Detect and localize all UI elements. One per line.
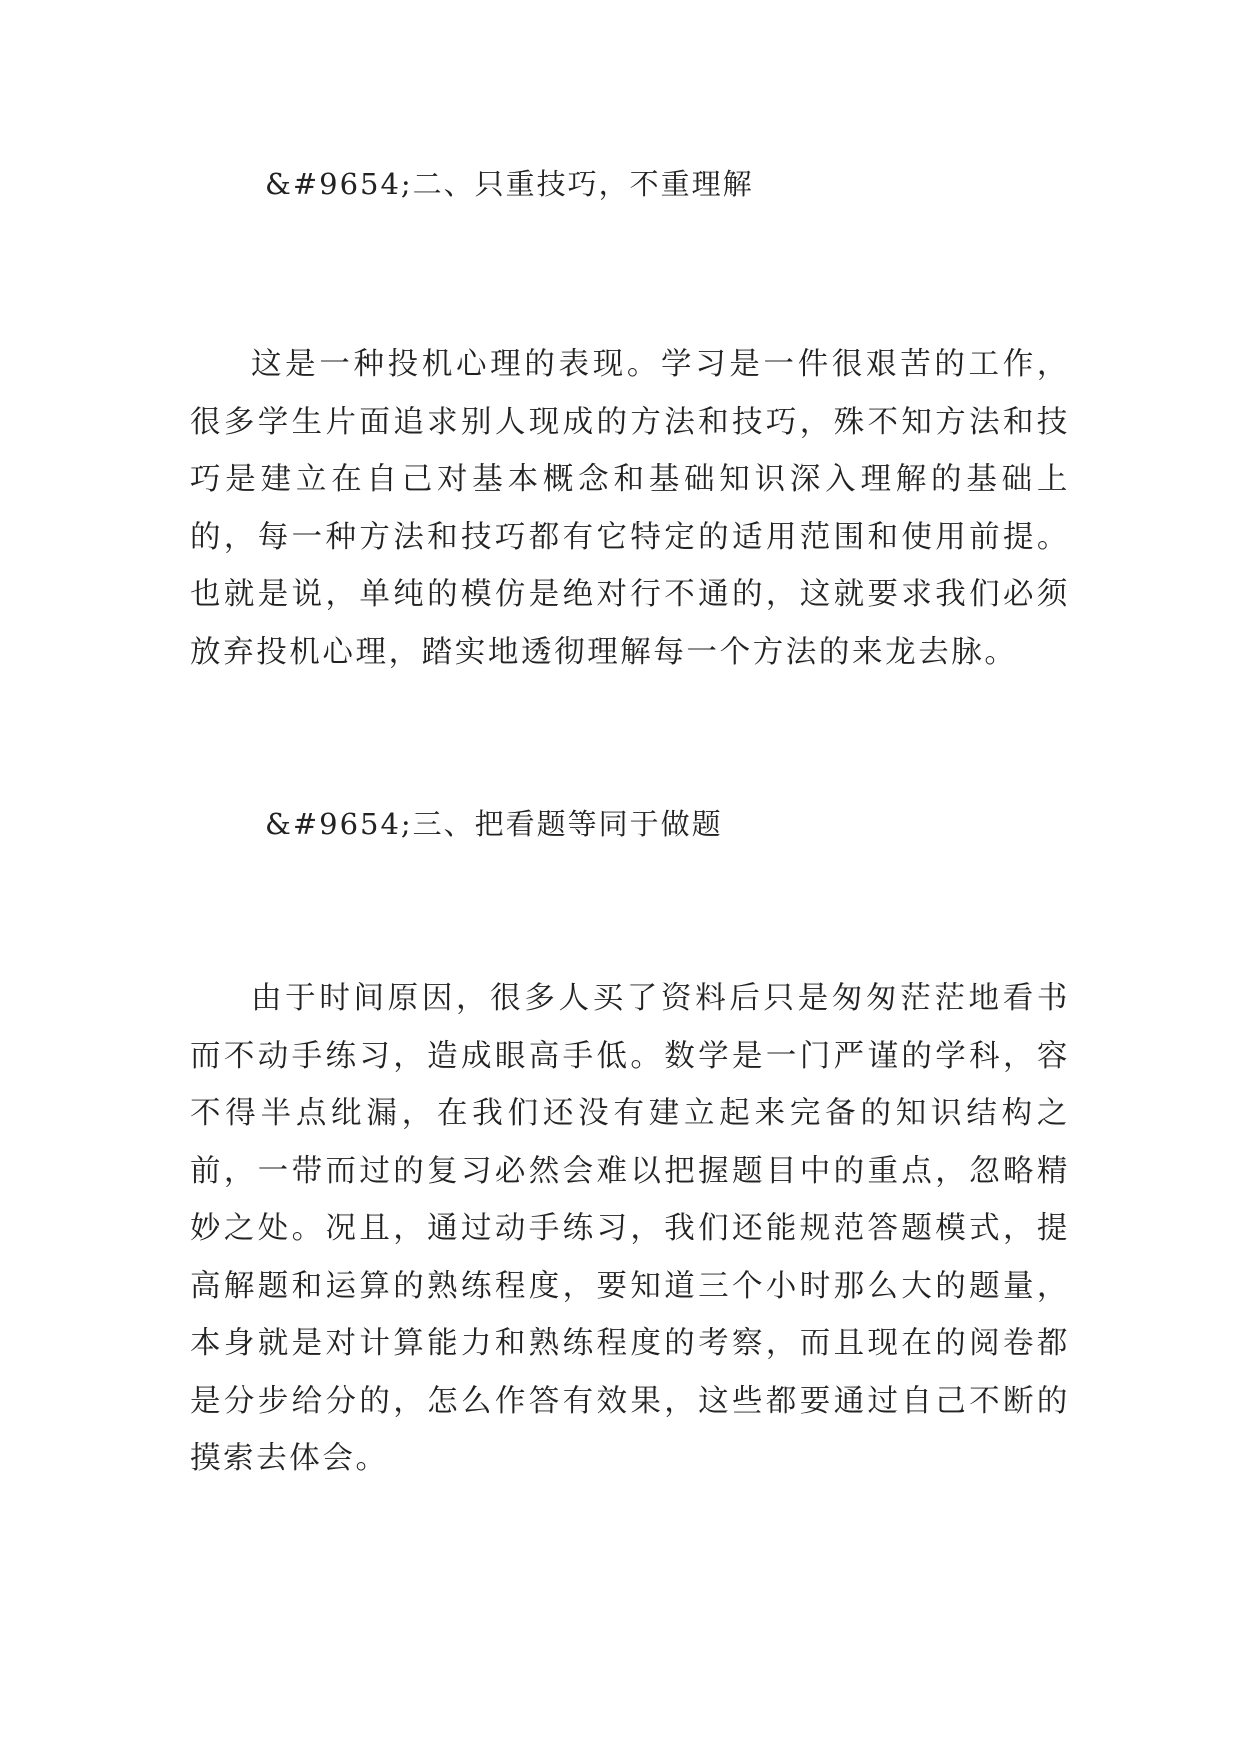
- section-heading-3: &#9654;三、把看题等同于做题: [265, 807, 723, 841]
- section-paragraph-2: 这是一种投机心理的表现。学习是一件很艰苦的工作，很多学生片面追求别人现成的方法和技巧，殊不知方法和技巧是建立在自己对基本概念和基础知识深入理解的基础上的，每一种方法和技巧都有它特定的适用范围和使用前提。也就是说，单纯的模仿是绝对行不通的，这就要求我们必须放弃投机心理，踏实地透彻理解每一个方法的来龙去脉。: [190, 347, 1070, 670]
- section-heading-2: &#9654;二、只重技巧，不重理解: [265, 167, 754, 201]
- section-paragraph-3: 由于时间原因，很多人买了资料后只是匆匆茫茫地看书而不动手练习，造成眼高手低。数学是一门严谨的学科，容不得半点纰漏，在我们还没有建立起来完备的知识结构之前，一带而过的复习必然会难以把握题目中的重点，忽略精妙之处。况且，通过动手练习，我们还能规范答题模式，提高解题和运算的熟练程度，要知道三个小时那么大的题量，本身就是对计算能力和熟练程度的考察，而且现在的阅卷都是分步给分的，怎么作答有效果，这些都要通过自己不断的摸索去体会。: [190, 981, 1070, 1476]
